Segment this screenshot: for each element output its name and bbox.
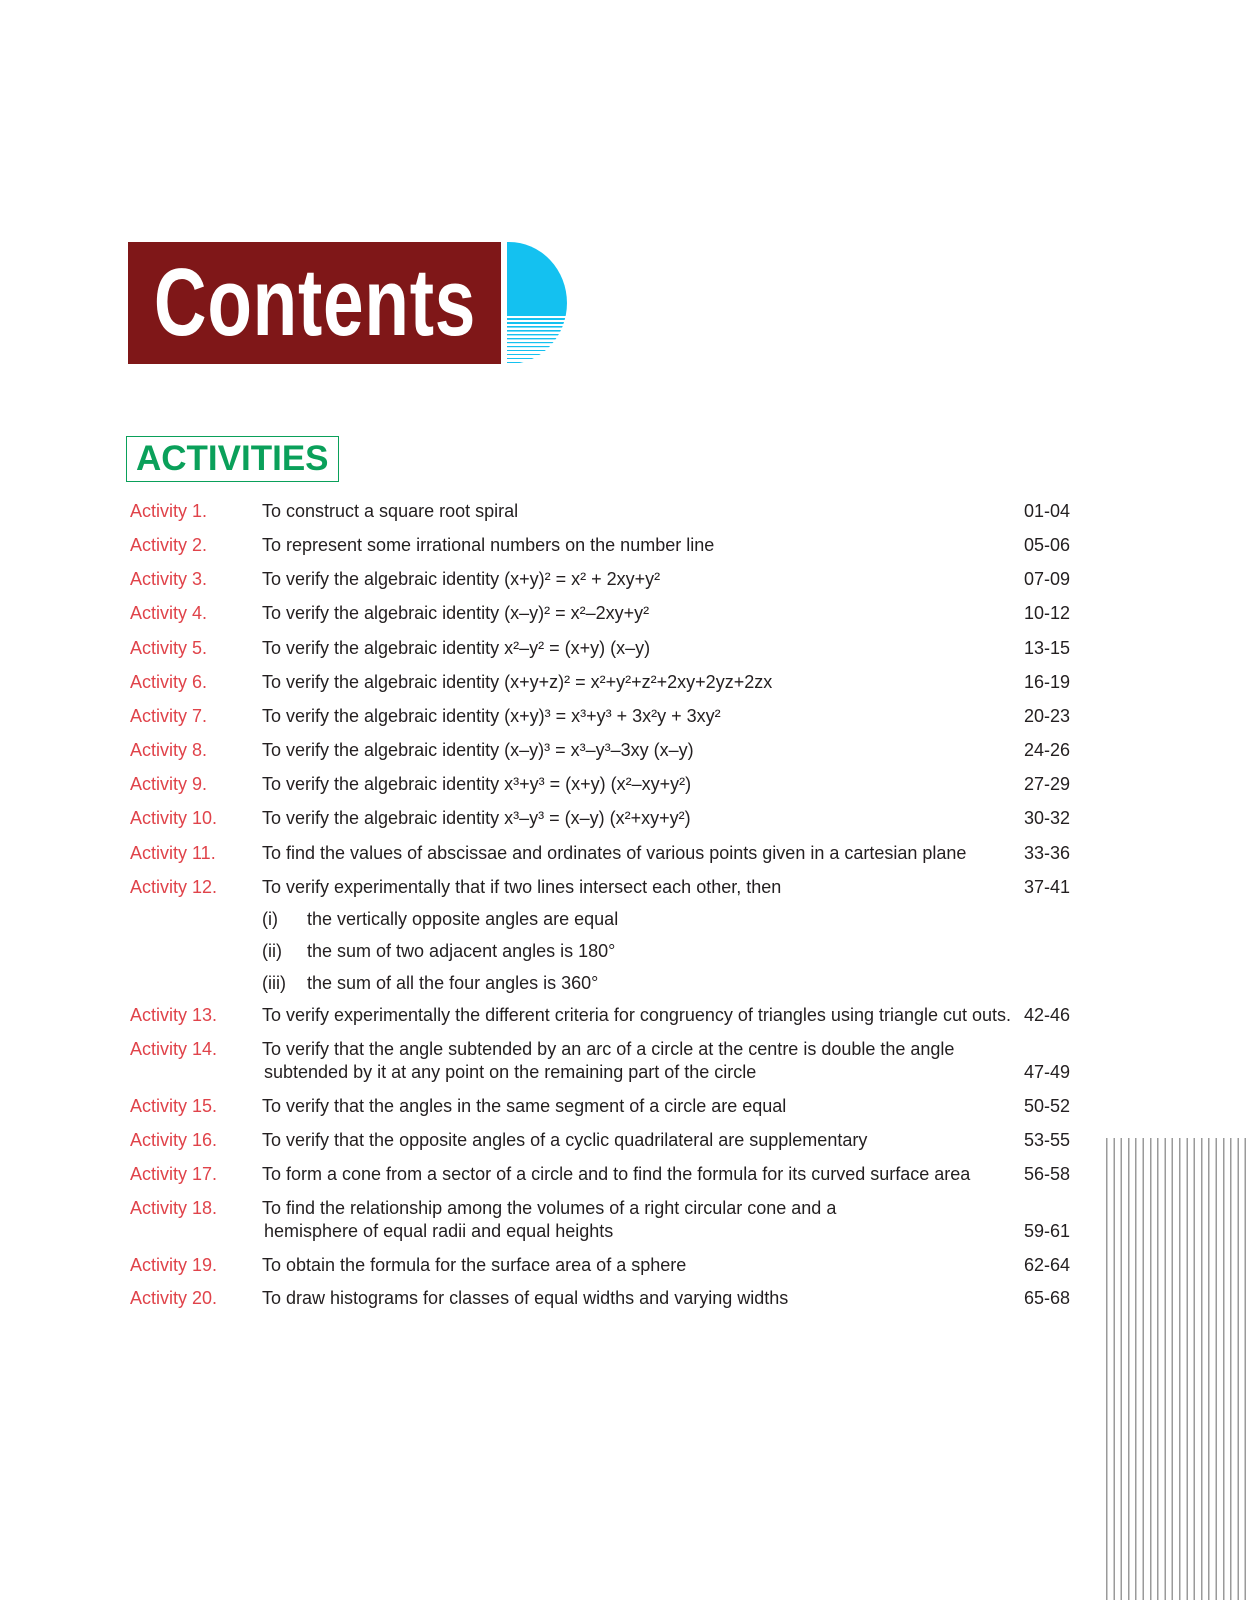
activity-pages: 13-15 xyxy=(1023,638,1070,658)
activity-title-line: To verify the algebraic identity x³+y³ = (x+y) (x²–xy+y²) xyxy=(262,774,692,794)
activity-pages: 01-04 xyxy=(1023,501,1070,521)
activity-title-line: To form a cone from a sector of a circle and to find the formula for its curved surface area xyxy=(262,1164,971,1184)
activity-title-line: To represent some irrational numbers on the number line xyxy=(262,535,715,555)
activity-pages: 24-26 xyxy=(1023,740,1070,760)
activity-pages: 59-61 xyxy=(1023,1221,1070,1241)
activity-title-line: To verify the algebraic identity (x+y+z)² = x²+y²+z²+2xy+2yz+2zx xyxy=(262,672,773,692)
activity-title xyxy=(262,1287,1022,1310)
activity-title xyxy=(262,773,1022,796)
activity-title xyxy=(262,876,1022,899)
activity-title xyxy=(262,671,1022,694)
activity-title-line: To verify the algebraic identity (x+y)³ = x³+y³ + 3x²y + 3xy² xyxy=(262,706,721,726)
activity-label: Activity 6. xyxy=(130,672,208,692)
activity-pages: 07-09 xyxy=(1023,569,1070,589)
activity-title-line: To construct a square root spiral xyxy=(262,501,519,521)
activity-title xyxy=(262,705,1022,728)
activity-title-line-2: hemisphere of equal radii and equal heights xyxy=(264,1221,614,1241)
activity-title-line: To verify that the opposite angles of a cyclic quadrilateral are supplementary xyxy=(262,1130,868,1150)
activity-label: Activity 11. xyxy=(130,843,216,863)
activity-pages: 53-55 xyxy=(1023,1130,1070,1150)
activity-title-line: To verify the algebraic identity x²–y² = (x+y) (x–y) xyxy=(262,638,651,658)
activity-label: Activity 5. xyxy=(130,638,208,658)
activity-label: Activity 14. xyxy=(130,1039,218,1059)
activity-label: Activity 8. xyxy=(130,740,208,760)
activity-title xyxy=(262,568,1022,591)
activity-pages: 62-64 xyxy=(1023,1255,1070,1275)
activity-title-line: To find the values of abscissae and ordinates of various points given in a cartesian plane xyxy=(262,843,967,863)
activity-title-line-2: subtended by it at any point on the remaining part of the circle xyxy=(264,1062,757,1082)
activity-title xyxy=(262,1197,1022,1243)
activity-title xyxy=(262,534,1022,557)
decorative-stripes xyxy=(1106,1138,1252,1600)
activity-title xyxy=(262,739,1022,762)
activity-title xyxy=(262,1254,1022,1277)
activity-pages: 30-32 xyxy=(1023,808,1070,828)
activity-title xyxy=(262,1004,1022,1027)
activity-title-line: To verify the algebraic identity (x–y)² = x²–2xy+y² xyxy=(262,603,650,623)
activity-label: Activity 9. xyxy=(130,774,208,794)
activity-title xyxy=(262,807,1022,830)
activity-pages: 27-29 xyxy=(1023,774,1070,794)
activity-label: Activity 17. xyxy=(130,1164,218,1184)
activity-pages: 20-23 xyxy=(1023,706,1070,726)
activity-label: Activity 15. xyxy=(130,1096,218,1116)
activity-title xyxy=(262,500,1022,523)
activity-pages: 16-19 xyxy=(1023,672,1070,692)
activity-pages: 10-12 xyxy=(1023,603,1070,623)
activity-title-line: To find the relationship among the volumes of a right circular cone and a xyxy=(262,1198,837,1218)
subitem-number: (ii) xyxy=(262,941,282,961)
activity-label: Activity 12. xyxy=(130,877,218,897)
activity-label: Activity 18. xyxy=(130,1198,218,1218)
subitem-number: (i) xyxy=(262,909,278,929)
activity-pages: 42-46 xyxy=(1023,1005,1070,1025)
activity-label: Activity 2. xyxy=(130,535,208,555)
activity-title-line: To obtain the formula for the surface area of a sphere xyxy=(262,1255,687,1275)
activity-label: Activity 3. xyxy=(130,569,208,589)
subitem-text: the sum of two adjacent angles is 180° xyxy=(307,941,616,961)
subitem-text: the vertically opposite angles are equal xyxy=(307,909,619,929)
activity-title xyxy=(262,1038,1022,1084)
activity-pages: 37-41 xyxy=(1023,877,1070,897)
activity-pages: 56-58 xyxy=(1023,1164,1070,1184)
subitem-text: the sum of all the four angles is 360° xyxy=(307,973,599,993)
activity-pages: 50-52 xyxy=(1023,1096,1070,1116)
activity-title-line: To verify the algebraic identity (x+y)² = x² + 2xy+y² xyxy=(262,569,661,589)
activity-title xyxy=(262,602,1022,625)
activity-title-line: To verify that the angle subtended by an arc of a circle at the centre is double the angle xyxy=(262,1039,955,1059)
activity-pages: 65-68 xyxy=(1023,1288,1070,1308)
activity-label: Activity 19. xyxy=(130,1255,218,1275)
activity-label: Activity 10. xyxy=(130,808,218,828)
activity-title xyxy=(262,1129,1022,1152)
activity-title xyxy=(262,637,1022,660)
activity-pages: 05-06 xyxy=(1023,535,1070,555)
d-shape-decoration xyxy=(505,242,569,364)
activities-section-label: ACTIVITIES xyxy=(126,436,339,482)
activity-pages: 33-36 xyxy=(1023,843,1070,863)
activity-title xyxy=(262,842,1022,865)
activity-title xyxy=(262,1095,1022,1118)
activity-title-line: To verify that the angles in the same segment of a circle are equal xyxy=(262,1096,787,1116)
activity-label: Activity 20. xyxy=(130,1288,218,1308)
activity-pages: 47-49 xyxy=(1023,1062,1070,1082)
activity-title-line: To draw histograms for classes of equal widths and varying widths xyxy=(262,1288,789,1308)
subitem-number: (iii) xyxy=(262,973,286,993)
activity-title-line: To verify experimentally that if two lines intersect each other, then xyxy=(262,877,782,897)
activity-title xyxy=(262,1163,1022,1186)
activity-label: Activity 13. xyxy=(130,1005,218,1025)
activity-title-line: To verify the algebraic identity (x–y)³ = x³–y³–3xy (x–y) xyxy=(262,740,694,760)
contents-title-banner xyxy=(128,242,501,364)
activity-title-line: To verify the algebraic identity x³–y³ = (x–y) (x²+xy+y²) xyxy=(262,808,691,828)
activity-label: Activity 4. xyxy=(130,603,208,623)
activity-title-line: To verify experimentally the different criteria for congruency of triangles using triangle cut outs. xyxy=(262,1005,1012,1025)
page-title: Contents xyxy=(153,249,476,356)
activity-label: Activity 7. xyxy=(130,706,208,726)
activity-label: Activity 16. xyxy=(130,1130,218,1150)
activity-label: Activity 1. xyxy=(130,501,208,521)
